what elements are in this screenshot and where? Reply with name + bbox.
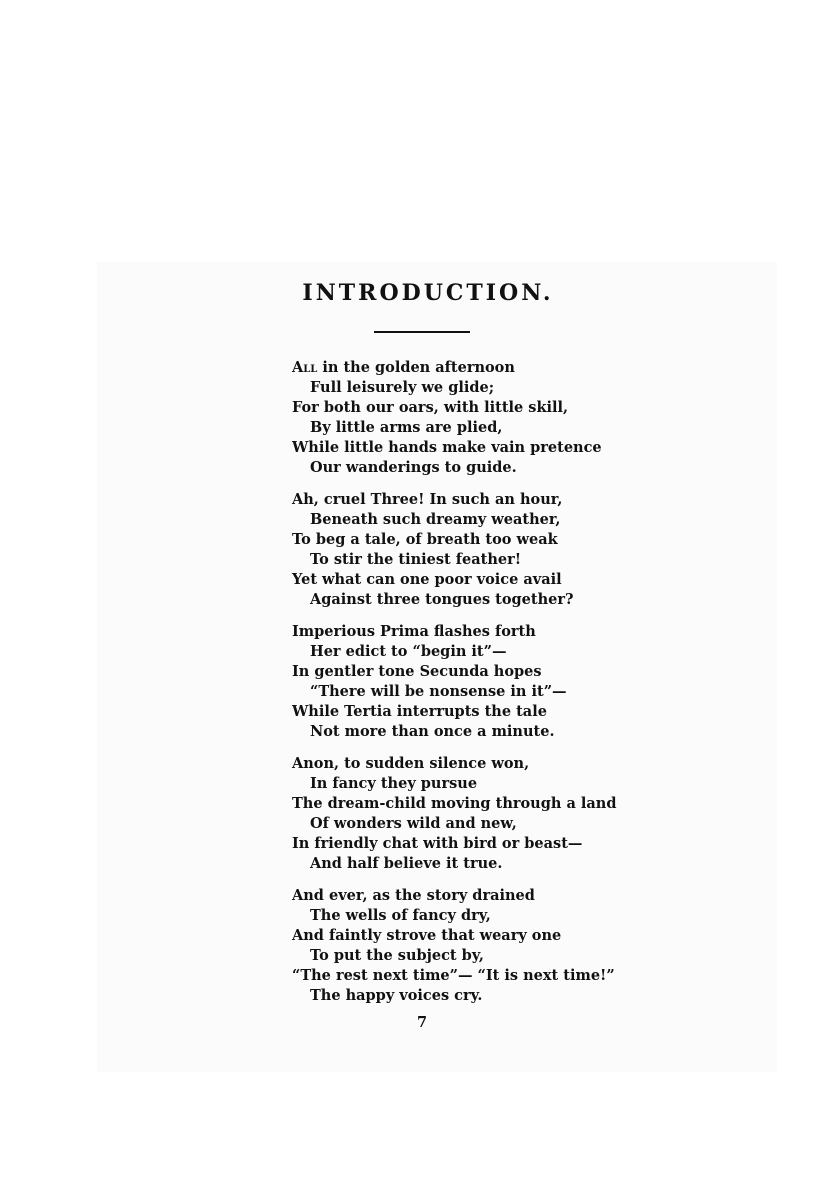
poem-line: Of wonders wild and new, <box>310 815 517 832</box>
poem-line: Not more than once a minute. <box>310 723 555 740</box>
poem-line: In friendly chat with bird or beast— <box>292 835 583 852</box>
poem-line: The happy voices cry. <box>310 987 483 1004</box>
page-title: INTRODUCTION. <box>302 280 554 306</box>
poem-line: And half believe it true. <box>310 855 503 872</box>
poem-line: Against three tongues together? <box>310 591 574 608</box>
poem-line: To put the subject by, <box>310 947 484 964</box>
poem-line: Yet what can one poor voice avail <box>292 571 562 588</box>
stanza-2 <box>292 490 712 610</box>
poem-line: And ever, as the story drained <box>292 887 535 904</box>
title-rule <box>374 331 470 333</box>
poem-line: For both our oars, with little skill, <box>292 399 569 416</box>
poem-line: Ah, cruel Three! In such an hour, <box>292 491 563 508</box>
stanza-3 <box>292 622 712 742</box>
poem-line: While Tertia interrupts the tale <box>292 703 547 720</box>
poem-line: Her edict to “begin it”— <box>310 643 507 660</box>
poem-line: To stir the tiniest feather! <box>310 551 522 568</box>
poem-line: Beneath such dreamy weather, <box>310 511 561 528</box>
poem-line: To beg a tale, of breath too weak <box>292 531 558 548</box>
poem-line: In fancy they pursue <box>310 775 478 792</box>
poem-line: “The rest next time”— “It is next time!” <box>292 967 615 984</box>
poem <box>292 358 712 1018</box>
poem-line: The wells of fancy dry, <box>310 907 491 924</box>
poem-line: And faintly strove that weary one <box>292 927 562 944</box>
stanza-5 <box>292 886 712 1006</box>
poem-line: By little arms are plied, <box>310 419 503 436</box>
poem-line: Anon, to sudden silence won, <box>292 755 530 772</box>
poem-line: Imperious Prima flashes forth <box>292 623 536 640</box>
page-number: 7 <box>416 1014 428 1031</box>
poem-line: Our wanderings to guide. <box>310 459 517 476</box>
poem-line: In gentler tone Secunda hopes <box>292 663 542 680</box>
poem-line: All in the golden afternoon <box>292 359 515 376</box>
stanza-4 <box>292 754 712 874</box>
small-caps-lead: All <box>292 359 318 376</box>
poem-line: While little hands make vain pretence <box>292 439 602 456</box>
stanza-1 <box>292 358 712 478</box>
poem-line: “There will be nonsense in it”— <box>310 683 567 700</box>
poem-line: The dream-child moving through a land <box>292 795 617 812</box>
poem-line: Full leisurely we glide; <box>310 379 495 396</box>
